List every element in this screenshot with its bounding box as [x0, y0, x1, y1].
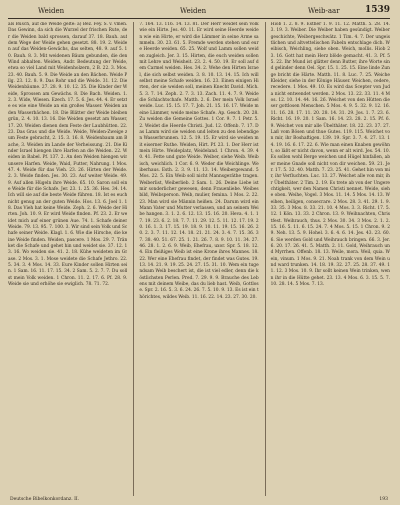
footer-imprint: Deutsche Bibelkonkordanz. II. [10, 497, 80, 502]
text-columns [8, 22, 390, 496]
header-center-word: Weiden [180, 7, 207, 15]
header-right-word: Weib-aar [308, 7, 340, 15]
text-column-3: Hiob 1. 2. 8. 9. Esther 1. 9. 11. 12. Matth. 5. 28. 14. 3. 19. 3. Weiber. Die Weiber haben gesündigt. Weibergeschichte, Weibergeschwätz. 1 Tim. 4. 7. Der ungeistlichen und altvettelischen Fabeln entschlage dich. Weibisch, Weichling, siehe oben. Weich, mollis. Hiob 23. 16. Gott hat mein Herz blöde gemacht. 41. 3. Pf. 55. 22. Ihr Mund ist glätter denn Butter, ihre Worte sind gelinder denn Oel. Spr. 15. 1. 25. 15. Eine linde Zunge bricht die Härte. Matth. 11. 8. Luc. 7. 25. Weiche Kleider, siehe in der Könige Häuser. Weichen, cedere, recedere. 1 Mos. 49. 10. Es wird das Scepter von Juda nicht entwendet werden. 2 Mos. 13. 22. 33. 11. 4 Mos. 12. 10. 14. 44. 16. 26. Weichet von den Hütten dieser gottlosen Menschen. 5 Mos. 4. 9. 5. 32. 9. 12. 16. 11. 16. 28. 17. 11. 20. 28. 14. 31. 29. Jos. 1. 7. 23. 6. Richt. 16. 19. 20. 1 Sam. 16. 14. 23. 28. 2. 15. Pf. 6. 9. Weichet von mir alle Übelthäter. 18. 22. 23. 37. 27. Laß vom Bösen und thue Gutes. 119. 115. Weichet von mir, ihr Boshaftigen. 139. 19. Spr. 3. 7. 4. 27. 13. 14. 19. 16. 6. 17. 22. 6. Wie man einen Knaben gewöhnt, so läßt er nicht davon, wenn er alt wird. Jes. 54. 10. Es sollen wohl Berge weichen und Hügel hinfallen, aber meine Gnade soll nicht von dir weichen. 59. 21. Jer. 17. 5. 32. 40. Matth. 7. 23. 25. 41. Gehet hin von mir, ihr Verfluchten. Luc. 13. 27. Weichet alle von mir, ihr Übelthäter. 2 Tim. 2. 19. Es trete ab von der Ungerechtigkeit, wer den Namen Christi nennet. Weide, siehe oben. Weihe, Vogel. 3 Mos. 11. 14. 5 Mos. 14. 13. Weihen, heiligen, consecrare. 2 Mos. 28. 3. 41. 29. 1. 9. 33. 35. 3 Mos. 8. 33. 21. 10. 4 Mos. 3. 3. Richt. 17. 5. 12. 1 Kön. 13. 33. 2 Chron. 13. 9. Weihnachten, Christfest. Weihrauch, thus. 2 Mos. 30. 34. 3 Mos. 2. 1. 2. 15. 16. 5. 11. 6. 15. 24. 7. 4 Mos. 5. 15. 1 Chron. 9. 29. Neh. 13. 5. 9. Hohel. 3. 6. 4. 6. 14. Jes. 43. 23. 60. 6. Sie werden Gold und Weihrauch bringen. 66. 3. Jer. 6. 20. 17. 26. 41. 5. Matth. 2. 11. Gold, Weihrauch und Myrrhen. Offenb. 18. 13. Weile, mora. Weil, quia. Wein, vinum. 1 Mos. 9. 21. Noah trank von dem Wein und ward trunken. 14. 18. 19. 32. 27. 25. 28. 37. 49. 11. 12. 3 Mos. 10. 9. Ihr sollt keinen Wein trinken, wenn ihr in die Hütte gehet. 23. 13. 4 Mos. 6. 3. 15. 5. 7. 10. 28. 14. 5 Mos. 7. 13. [265, 22, 390, 496]
running-header [8, 4, 390, 19]
footer-signature: 193 [379, 497, 388, 502]
text-column-1: als Busch, auf die Weide gelte: a) Bez. Fey. S. v. vmen. Das Gewinn, da sich die Wurzel der frischen Rute, der die Weiden bald sprossen, darauf 37. 18. Bauh. auf dem Wege der Weide gehen gesetzt. 88. 19. 2. Weiden auf das Weiden-Gewächs, das selten, 48. 9. auf 5. 10. Bauh. 8. 3. Mit weidenen Bäum gebunden, die den Wind abhalten. Weiden, Andr. Bedeutung der Weide, etwa so viel Land mit Weidenholzern, 2 B. 22. 3. Mos. 23. 40. Bauh. 5. 9. Die Weide an den Bächen. Weide Pilg. 23. 12. 8. 9. Das Rohr und die Weide. 31. 12. Die Weidenbäume. 27. 28. 9. 10. 12. 35. Die Kinder der Weide, Sprossen am Gewächs. 8. Die Bach. Weiden. 1. 2. 3. Wide, Wiesen. Ezech. 17. 5. 6. Jes. 44. 4. Er setzte es wie eine Weide an ein großes Wasser. Weiden an den Wasserbächen. 18. Die Blätter der Weide bleiben grün, 2. 4. 10. 13. 16. Die Weiden gesetzt am Wasser, 17. 20. Weiden dienen dem Feste der Laubhütten. 22. 23. Das Gras und die Weide. Weide, Weiden-Zweige zum Feste gebracht, 2. 15. 3. 16. 8. Weidenbaum am Bache, 3. Weiden im Lande der Verheissung. 21. Die Kinder Israel hiengen ihre Harfen an die Weiden. 22. Weiden in Babel. Pf. 137. 2. An den Weiden hiengen wir unsere Harfen. Weide, Waid, Futter, Nahrung. 1 Mos. 47. 4. Weide für das Vieh. 23. 26. Hirten der Weide. 2. 3. Weide finden. Jes. 30. 23. Auf weiter Weide. 49. 9. Auf allen Hügeln ihre Weide. 65. 10. Saron soll eine Weide für die Schafe. Jer. 23. 1. 25. 36. Hes. 34. 14. Ich will sie auf die beste Weide führen. 18. Ist es euch nicht genug an der guten Weide. Hos. 13. 6. Joel 1. 18. Das Vieh hat keine Weide. Zeph. 2. 6. Weide der Hirten. Joh. 10. 9. Er wird Weide finden. Pf. 23. 2. Er weidet mich auf einer grünen Aue. 74. 1. Schafe deiner Weide. 79. 13. 95. 7. 100. 3. Wir sind sein Volk und Schafe seiner Weide. Klagl. 1. 6. Wie die Hirsche, die keine Weide finden. Weiden, pascere. 1 Mos. 29. 7. Tränket die Schafe und gehet hin und weidet sie. 37. 12. 13. 16. Wo weiden sie. 41. 2. 18. Kühe weideten im Grase. 2 Mos. 3. 1. Mose weidete die Schafe Jethro. 22. 5. 34. 3. 4 Mos. 14. 33. Eure Kinder sollen Hirten sein. 1 Sam. 16. 11. 17. 15. 34. 2 Sam. 5. 2. 7. 7. Du sollst mein Volk weiden. 1 Chron. 11. 2. 17. 6. Pf. 28. 9. Weide sie und erhöhe sie ewiglich. 78. 71. 72. [8, 22, 128, 288]
header-left-word: Weiden [38, 7, 65, 15]
text-column-2: 7. 164. 13. 116. 14. 13. 81. Der Herr weidet sein Volk wie ein Hirte. Jes. 40. 11. Er wird seine Heerde weiden wie ein Hirte, er wird die Lämmer in seine Arme sammeln. 30. 23. 61. 5. Fremde werden stehen und eure Heerde weiden. 65. 25. Wolf und Lamm sollen weiden zugleich. Jer. 3. 15. Hirten, die euch weiden sollen mit Lehre und Weisheit. 23. 2. 4. 50. 19. Er soll auf dem Carmel weiden. Hes. 34. 2. Wehe den Hirten Israel, die sich selbst weiden. 3. 8. 10. 13. 14. 15. Ich will selbst meine Schafe weiden. 16. 23. Einen einigen Hirten, der sie weiden soll, meinen Knecht David. Mich. 5. 3. 7. 14. Zeph. 2. 7. 3. 13. Zach. 11. 4. 7. 9. Weide die Schlachtschafe. Matth. 2. 6. Der mein Volk Israel weide. Luc. 15. 15. 17. 7. Joh. 21. 15. 16. 17. Weide meine Lämmer, weide meine Schafe. Ap. Gesch. 20. 28. Zu weiden die Gemeine Gottes. 1 Cor. 9. 7. 1 Petr. 5. 2. Weidet die Heerde Christi. Jud. 12. Offenb. 7. 17. Das Lamm wird sie weiden und leiten zu den lebendigen Wasserbrunnen. 12. 5. 19. 15. Er wird sie weiden mit eiserner Ruthe. Weiden, Hirt. Pf. 23. 1. Der Herr ist mein Hirte. Weideplatz, Weideland. 1 Chron. 4. 39. 40. 41. Fette und gute Weide. Weiber, siehe Weib. Weibisch, weichlich. 1 Cor. 6. 9. Weder die Weichlinge. Weiberhaus. Esth. 2. 3. 9. 11. 13. 14. Weibergewand. 5 Mos. 22. 5. Ein Weib soll nicht Mannsgeräthe tragen. Weiberlist, Weiberlieb. 2 Sam. 1. 26. Deine Liebe ist mir sonderlicher gewesen, denn Frauenliebe. Weibesbild, Weibsperson. Weib, mulier, femina. 1 Mos. 2. 22. 23. Man wird sie Männin heißen. 24. Darum wird ein Mann Vater und Mutter verlassen, und an seinem Weibe hangen. 3. 1. 2. 6. 12. 13. 15. 16. 20. Heva. 4. 1. 17. 19. 23. 6. 2. 18. 7. 7. 11. 29. 12. 5. 11. 12. 17. 19. 20. 16. 1. 3. 17. 15. 19. 18. 9. 10. 11. 19. 15. 16. 26. 20. 2. 3. 7. 11. 12. 14. 18. 21. 21. 24. 3. 4. 7. 15. 36. 37. 38. 40. 51. 67. 25. 1. 21. 26. 7. 8. 9. 10. 11. 34. 27. 46. 28. 1. 2. 6. 9. Weib, Ehefrau, uxor. Spr. 5. 18. 12. 4. Ein fleißiges Weib ist eine Krone ihres Mannes. 18. 22. Wer eine Ehefrau findet, der findet was Gutes. 19. 13. 14. 21. 9. 19. 25. 24. 27. 15. 31. 10. Wem ein tugendsam Weib beschert ist, die ist viel edler, denn die köstlichsten Perlen. Pred. 7. 29. 9. 9. Brauche des Lebens mit deinem Weibe, das du lieb hast. Weib, Gottlose. Spr. 2. 16. 5. 3. 6. 24. 26. 7. 5. 10. 9. 13. Es ist ein thörichtes, wildes Weib. 11. 16. 22. 14. 23. 27. 30. 20. [133, 22, 258, 496]
page-number: 1539 [364, 5, 390, 15]
